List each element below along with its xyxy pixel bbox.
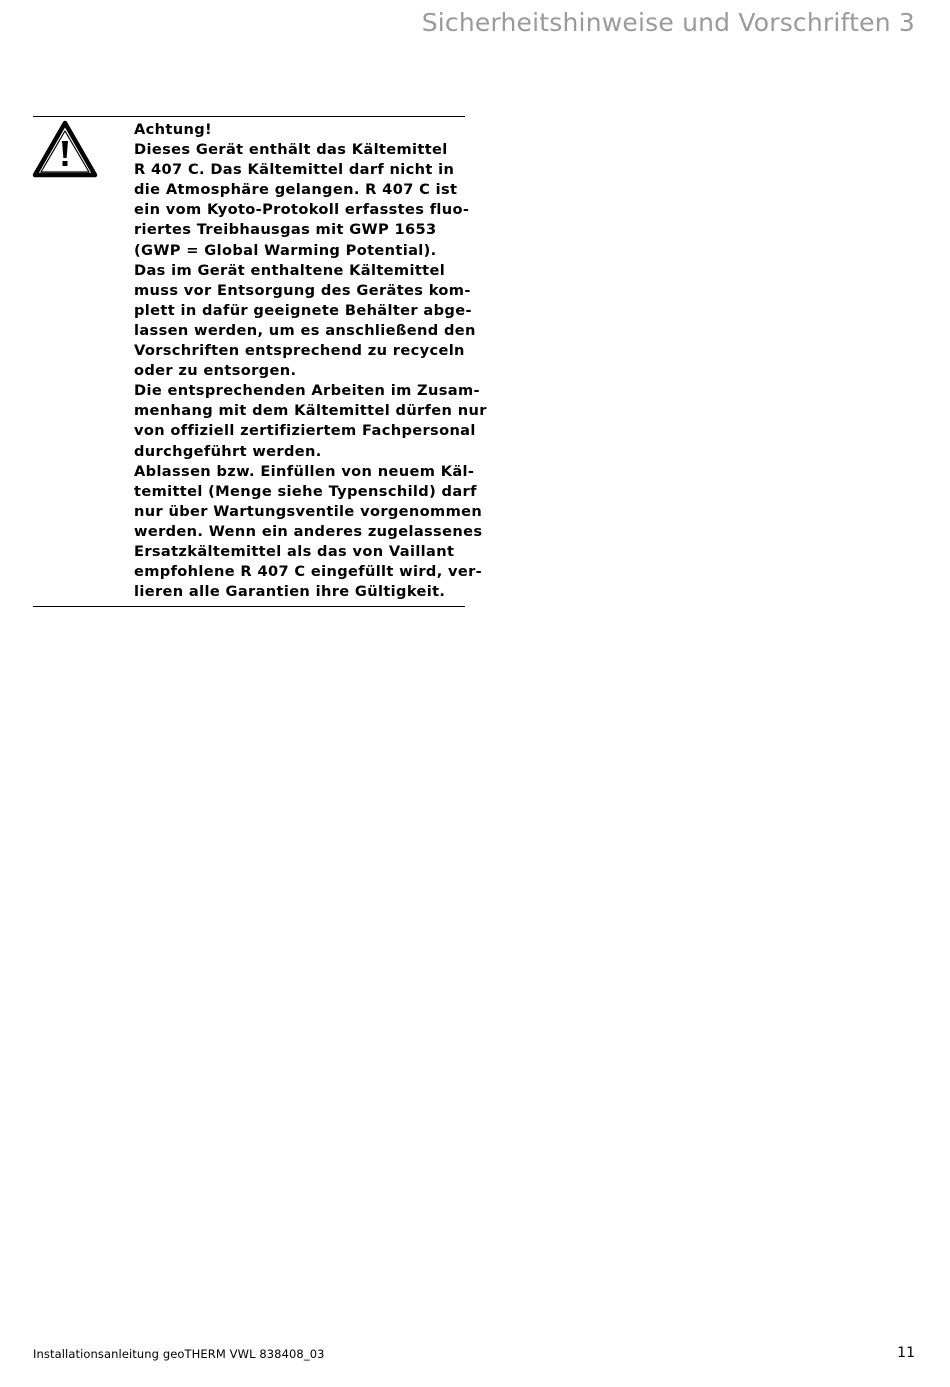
notice-line: Dieses Gerät enthält das Kältemittel: [134, 141, 448, 159]
notice-line: menhang mit dem Kältemittel dürfen nur: [134, 402, 487, 420]
page-number: 11: [897, 1345, 915, 1361]
notice-line: Ablassen bzw. Einfüllen von neuem Käl-: [134, 462, 475, 480]
notice-line: Das im Gerät enthaltene Kältemittel: [134, 261, 446, 279]
notice-line: oder zu entsorgen.: [134, 362, 297, 380]
notice-line: Vorschriften entsprechend zu recyceln: [134, 342, 465, 360]
notice-text: [134, 120, 487, 602]
notice-line: von offiziell zertifiziertem Fachpersonal: [134, 422, 476, 440]
notice-bottom-rule: [33, 606, 465, 607]
notice-line: (GWP = Global Warming Potential).: [134, 241, 437, 259]
notice-line: durchgeführt werden.: [134, 442, 322, 460]
notice-line: die Atmosphäre gelangen. R 407 C ist: [134, 181, 458, 199]
notice-heading: Achtung!: [134, 121, 212, 138]
notice-line: nur über Wartungsventile vorgenommen: [134, 502, 483, 520]
notice-line: temittel (Menge siehe Typenschild) darf: [134, 482, 477, 500]
notice-line: R 407 C. Das Kältemittel darf nicht in: [134, 161, 455, 179]
footer-document-title: Installationsanleitung geoTHERM VWL 838408_03: [33, 1347, 325, 1361]
section-title: Sicherheitshinweise und Vorschriften 3: [421, 8, 915, 37]
notice-line: empfohlene R 407 C eingefüllt wird, ver-: [134, 563, 483, 581]
notice-line: muss vor Entsorgung des Gerätes kom-: [134, 281, 471, 299]
notice-line: riertes Treibhausgas mit GWP 1653: [134, 221, 437, 239]
notice-top-rule: [33, 116, 465, 117]
notice-line: Die entsprechenden Arbeiten im Zusam-: [134, 382, 480, 400]
notice-line: ein vom Kyoto-Protokoll erfasstes fluo-: [134, 201, 470, 219]
notice-line: lieren alle Garantien ihre Gültigkeit.: [134, 583, 446, 601]
notice-line: lassen werden, um es anschließend den: [134, 321, 476, 339]
notice-line: werden. Wenn ein anderes zugelassenes: [134, 522, 483, 540]
notice-line: Ersatzkältemittel als das von Vaillant: [134, 542, 455, 560]
notice-line: plett in dafür geeignete Behälter abge-: [134, 301, 472, 319]
warning-triangle-icon: [32, 120, 98, 178]
